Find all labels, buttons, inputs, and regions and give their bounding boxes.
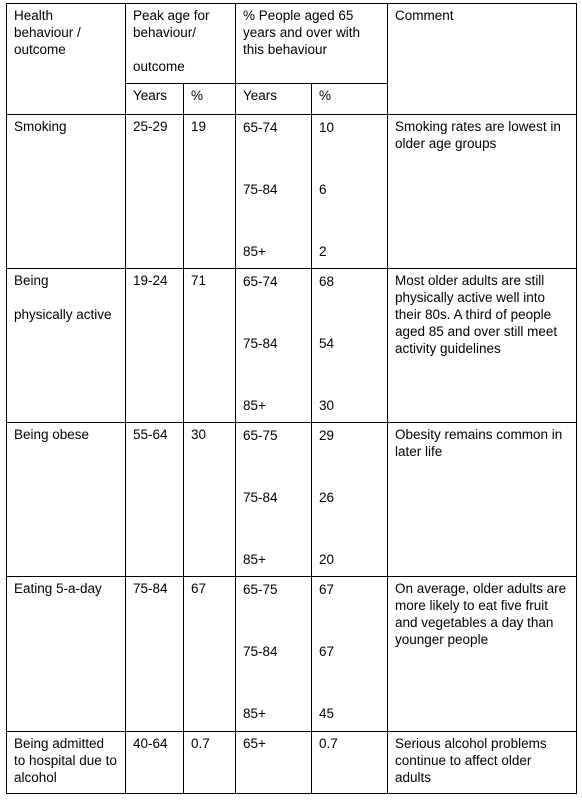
age-band-pct-cell: 0.7	[312, 732, 388, 794]
peak-years-cell: 19-24	[126, 269, 184, 423]
behaviour-cell: Being admitted to hospital due to alcohol	[7, 732, 126, 794]
header-people-65: % People aged 65 years and over with this behaviour	[236, 4, 388, 84]
subheader-peak-pct: %	[184, 84, 236, 115]
comment-cell: Serious alcohol problems continue to affect older adults	[388, 732, 577, 794]
subheader-65-pct: %	[312, 84, 388, 115]
peak-pct-cell: 0.7	[184, 732, 236, 794]
peak-pct-cell: 30	[184, 423, 236, 577]
age-band-pct-cell: 67 67 45	[312, 577, 388, 732]
header-row	[7, 4, 577, 84]
comment-cell: Obesity remains common in later life	[388, 423, 577, 577]
age-band-cell: 65-74 75-84 85+	[236, 269, 312, 423]
age-band-pct-cell: 68 54 30	[312, 269, 388, 423]
header-peak-age: Peak age for behaviour/ outcome	[126, 4, 236, 84]
subheader-65-years: Years	[236, 84, 312, 115]
comment-cell: Smoking rates are lowest in older age groups	[388, 115, 577, 269]
behaviour-cell: Being obese	[7, 423, 126, 577]
peak-years-cell: 75-84	[126, 577, 184, 732]
table-row	[7, 269, 577, 423]
table-row	[7, 423, 577, 577]
peak-pct-cell: 71	[184, 269, 236, 423]
behaviour-cell: Being physically active	[7, 269, 126, 423]
table-row	[7, 577, 577, 732]
table-row	[7, 732, 577, 794]
health-behaviour-table	[6, 3, 577, 794]
age-band-pct-cell: 10 6 2	[312, 115, 388, 269]
age-band-cell: 65-75 75-84 85+	[236, 577, 312, 732]
peak-years-cell: 55-64	[126, 423, 184, 577]
header-behaviour: Health behaviour / outcome	[7, 4, 126, 115]
comment-cell: On average, older adults are more likely to eat five fruit and vegetables a day than younger people	[388, 577, 577, 732]
peak-years-cell: 40-64	[126, 732, 184, 794]
age-band-cell: 65-75 75-84 85+	[236, 423, 312, 577]
header-comment: Comment	[388, 4, 577, 115]
peak-years-cell: 25-29	[126, 115, 184, 269]
age-band-pct-cell: 29 26 20	[312, 423, 388, 577]
behaviour-cell: Eating 5-a-day	[7, 577, 126, 732]
comment-cell: Most older adults are still physically active well into their 80s. A third of people aged 85 and over still meet activity guidelines	[388, 269, 577, 423]
age-band-cell: 65+	[236, 732, 312, 794]
table-row	[7, 115, 577, 269]
peak-pct-cell: 19	[184, 115, 236, 269]
behaviour-cell: Smoking	[7, 115, 126, 269]
age-band-cell: 65-74 75-84 85+	[236, 115, 312, 269]
subheader-peak-years: Years	[126, 84, 184, 115]
peak-pct-cell: 67	[184, 577, 236, 732]
